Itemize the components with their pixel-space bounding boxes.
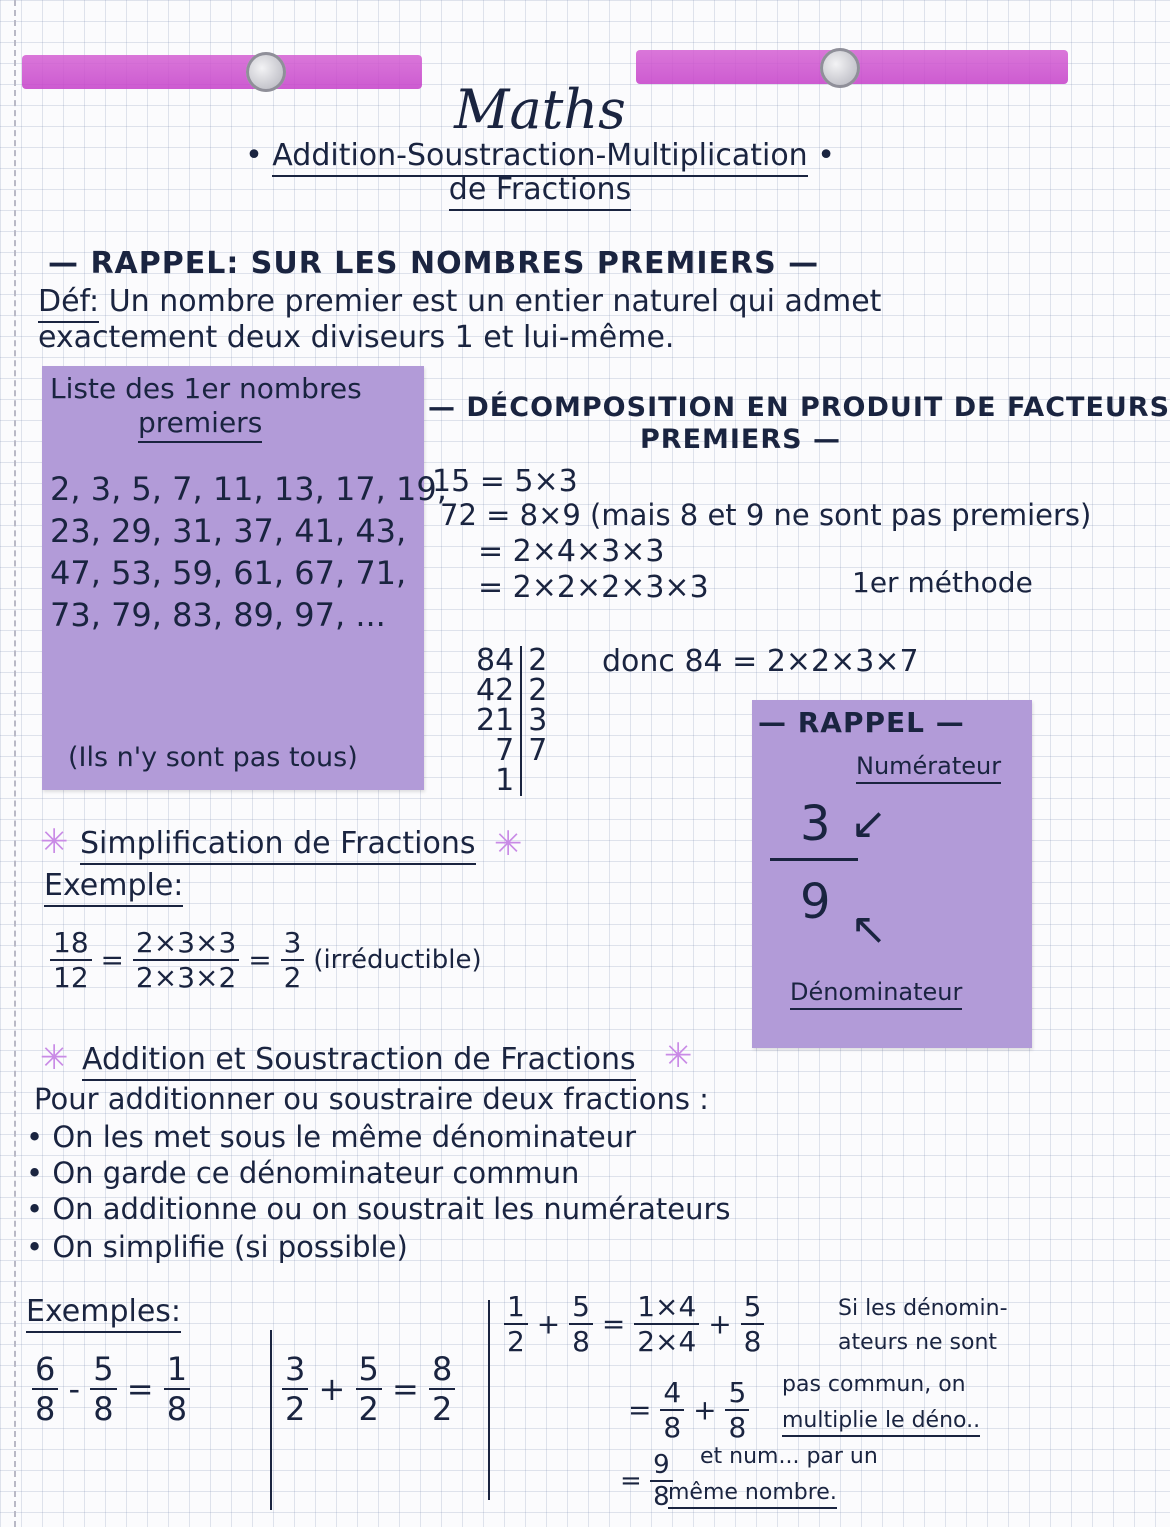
fraction: $\frac{9}{8}$ bbox=[650, 1450, 673, 1512]
numerator-label: Numérateur bbox=[856, 752, 1001, 780]
addition-rule: • On les met sous le même dénominateur bbox=[26, 1120, 637, 1154]
decomposition-line-72-final: = 2×2×2×3×3 bbox=[478, 570, 709, 605]
addition-rule: • On garde ce dénominateur commun bbox=[26, 1156, 580, 1190]
prime-list-row: 23, 29, 31, 37, 41, 43, bbox=[50, 512, 407, 550]
subtraction-example: $\frac{6}{8}$ - $\frac{5}{8}$ = $\frac{1}{8}$ bbox=[32, 1350, 190, 1428]
fraction: $\frac{1}{8}$ bbox=[164, 1350, 190, 1428]
method-note: même nombre. bbox=[668, 1480, 837, 1505]
star-doodle-icon: ✳ bbox=[664, 1036, 693, 1076]
addition-heading: Addition et Soustraction de Fractions bbox=[82, 1042, 636, 1077]
division-row: 84 2 bbox=[470, 646, 553, 676]
decomposition-line-72: 72 = 8×9 (mais 8 et 9 ne sont pas premiers) bbox=[440, 498, 1092, 532]
star-doodle-icon: ✳ bbox=[40, 1038, 69, 1078]
prime-list-row: 73, 79, 83, 89, 97, ... bbox=[50, 596, 386, 634]
method-label: 1er méthode bbox=[852, 566, 1033, 599]
addition-rule: • On simplifie (si possible) bbox=[26, 1230, 408, 1264]
primes-definition: Déf: Un nombre premier est un entier naturel qui admet bbox=[38, 284, 881, 319]
decomposition-line-72-step: = 2×4×3×3 bbox=[478, 534, 665, 569]
prime-list-row: 47, 53, 59, 61, 67, 71, bbox=[50, 554, 407, 592]
addition-example-step: = $\frac{4}{8}$ + $\frac{5}{8}$ bbox=[628, 1376, 749, 1444]
example-label: Exemple: bbox=[44, 868, 183, 903]
example-separator bbox=[270, 1330, 272, 1510]
reminder-numerator: 3 bbox=[800, 796, 831, 852]
division-row: 7 7 bbox=[470, 736, 553, 766]
notebook-margin bbox=[14, 0, 16, 1527]
decomposition-heading: — DÉCOMPOSITION EN PRODUIT DE FACTEURS bbox=[428, 392, 1170, 423]
fraction: $\frac{4}{8}$ bbox=[660, 1376, 684, 1444]
method-note: multiplie le déno.. bbox=[782, 1408, 980, 1433]
division-row: 21 3 bbox=[470, 706, 553, 736]
fraction: $\frac{2\times 3\times 3}{2\times 3\times 2}$ bbox=[133, 926, 239, 994]
fraction: $\frac{3}{2}$ bbox=[282, 1350, 308, 1428]
page-title: Maths bbox=[454, 78, 626, 141]
example-separator bbox=[488, 1300, 490, 1500]
star-doodle-icon: ✳ bbox=[40, 822, 69, 862]
arrow-down-left-icon: ↙ bbox=[850, 798, 887, 849]
decomposition-line-15: 15 = 5×3 bbox=[432, 464, 578, 499]
decomposition-result: donc 84 = 2×2×3×7 bbox=[602, 644, 919, 679]
addition-example: $\frac{3}{2}$ + $\frac{5}{2}$ = $\frac{8}{2}$ bbox=[282, 1350, 455, 1428]
addition-example-result: = $\frac{9}{8}$ bbox=[620, 1450, 673, 1512]
denominator-label: Dénominateur bbox=[790, 978, 962, 1006]
division-row: 1 bbox=[470, 766, 553, 796]
fraction: $\frac{5}{8}$ bbox=[90, 1350, 116, 1428]
addition-rule: • On additionne ou on soustrait les numérateurs bbox=[26, 1192, 731, 1226]
bullet-dot: • bbox=[807, 138, 835, 173]
prime-list-title: Liste des 1er nombres bbox=[50, 372, 362, 405]
primes-heading: — RAPPEL: SUR LES NOMBRES PREMIERS — bbox=[48, 246, 820, 281]
method-note: Si les dénomin- bbox=[838, 1296, 1008, 1321]
examples-label: Exemples: bbox=[26, 1294, 181, 1329]
reminder-fraction-bar bbox=[770, 858, 858, 861]
division-row: 42 2 bbox=[470, 676, 553, 706]
simplification-example: $\frac{18}{12}$ = $\frac{2\times 3\times 3}{2\times 3\times 2}$ = $\frac{3}{2}$ (irréductible) bbox=[50, 926, 482, 994]
primes-definition-line-2: exactement deux diviseurs 1 et lui-même. bbox=[38, 320, 675, 355]
fraction: $\frac{3}{2}$ bbox=[281, 926, 305, 994]
reminder-heading: — RAPPEL — bbox=[758, 706, 965, 739]
fraction: $\frac{5}{8}$ bbox=[569, 1290, 593, 1358]
division-ladder bbox=[470, 643, 553, 798]
fraction: $\frac{18}{12}$ bbox=[50, 926, 92, 994]
method-note: pas commun, on bbox=[782, 1372, 966, 1397]
addition-example-different-denominators: $\frac{1}{2}$ + $\frac{5}{8}$ = $\frac{1\times 4}{2\times 4}$ + $\frac{5}{8}$ bbox=[504, 1290, 764, 1358]
arrow-up-left-icon: ↖ bbox=[850, 904, 887, 955]
addition-intro: Pour additionner ou soustraire deux fractions : bbox=[34, 1082, 709, 1116]
simplification-heading: Simplification de Fractions bbox=[80, 826, 476, 861]
fraction: $\frac{1\times 4}{2\times 4}$ bbox=[634, 1290, 699, 1358]
star-doodle-icon: ✳ bbox=[494, 824, 523, 864]
fraction: $\frac{8}{2}$ bbox=[429, 1350, 455, 1428]
page-subtitle-2: de Fractions bbox=[0, 172, 1080, 207]
method-note: ateurs ne sont bbox=[838, 1330, 998, 1355]
page-subtitle: • Addition-Soustraction-Multiplication • bbox=[0, 138, 1080, 173]
reminder-denominator: 9 bbox=[800, 874, 831, 930]
fraction: $\frac{5}{8}$ bbox=[741, 1290, 765, 1358]
prime-list-note: (Ils n'y sont pas tous) bbox=[68, 742, 358, 773]
fraction: $\frac{1}{2}$ bbox=[504, 1290, 528, 1358]
prime-list-title-2: premiers bbox=[138, 406, 262, 439]
fraction: $\frac{5}{8}$ bbox=[725, 1376, 749, 1444]
fraction: $\frac{5}{2}$ bbox=[356, 1350, 382, 1428]
prime-list-row: 2, 3, 5, 7, 11, 13, 17, 19, bbox=[50, 470, 447, 508]
method-note: et num... par un bbox=[700, 1444, 878, 1469]
bullet-dot: • bbox=[245, 138, 273, 173]
decomposition-heading-2: PREMIERS — bbox=[640, 424, 842, 455]
fraction: $\frac{6}{8}$ bbox=[32, 1350, 58, 1428]
